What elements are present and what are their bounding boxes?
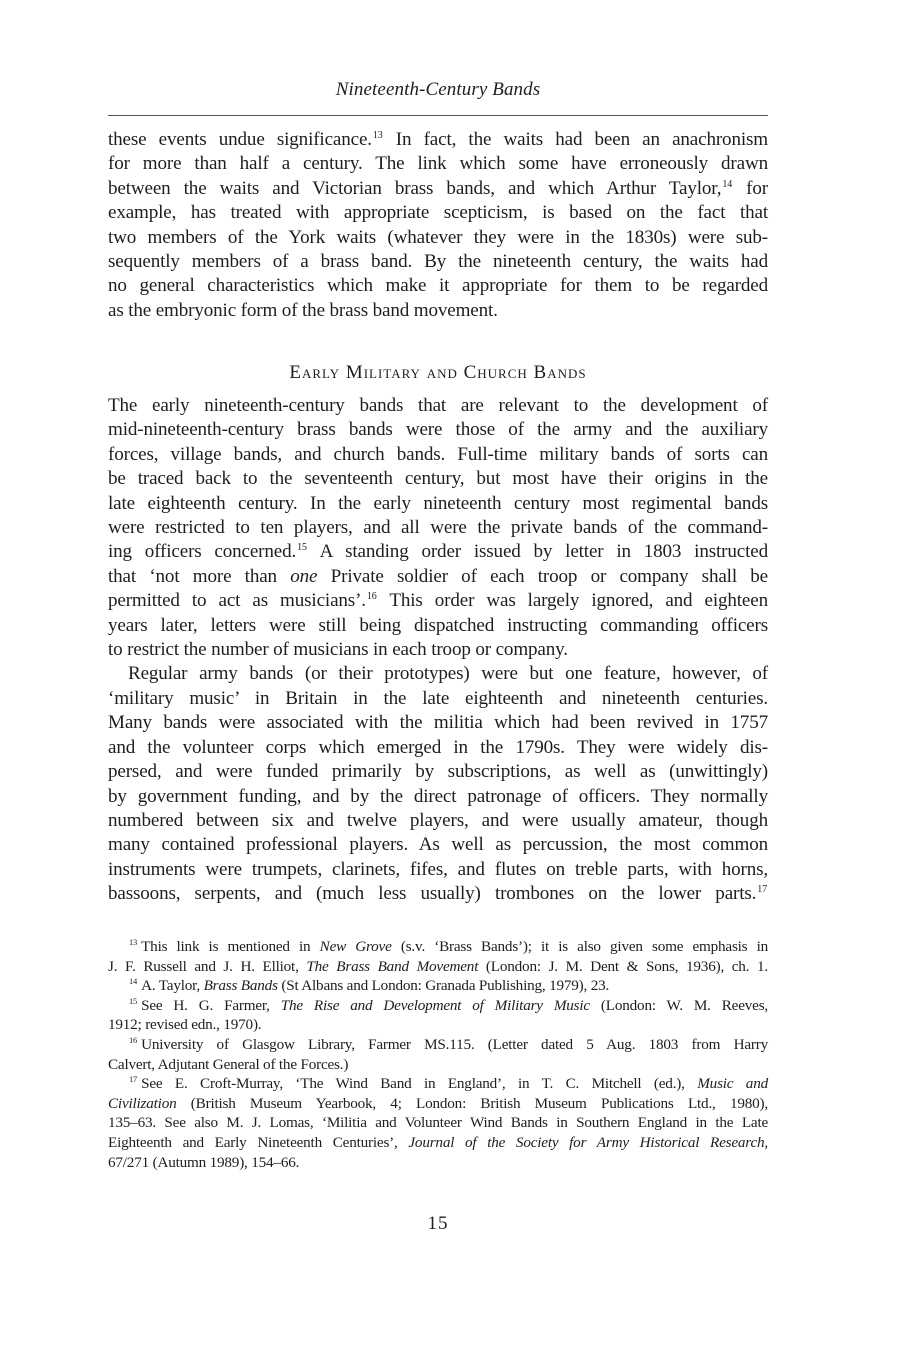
header-rule	[108, 115, 768, 116]
text-line: by government funding, and by the direct patronage of officers. They normally	[108, 785, 768, 807]
footnote-17: $^{17}$ See E. Croft-Murray, ‘The Wind Band in England’, in T. C. Mitchell (ed.), Music and	[129, 1074, 768, 1093]
body-paragraphs-2-3	[108, 394, 768, 907]
footnote-ref[interactable]: 14	[722, 178, 733, 190]
footnote-16: $^{16}$ University of Glasgow Library, Farmer MS.115. (Letter dated 5 Aug. 1803 from Harry	[129, 1034, 768, 1053]
footnote-13-cont: J. F. Russell and J. H. Elliot, The Brass Band Movement (London: J. M. Dent & Sons, 1936), ch. 1.	[108, 957, 768, 975]
footnote-ref[interactable]: 17	[757, 884, 767, 896]
text-line: The early nineteenth-century bands that are relevant to the development of	[108, 395, 768, 416]
footnote-ref[interactable]: 15	[297, 542, 307, 554]
section-heading: Early Military and Church Bands	[289, 362, 587, 383]
footnote-17-cont: Civilization (British Museum Yearbook, 4; London: British Museum Publications Ltd., 1980),	[108, 1094, 768, 1112]
footnote-number: 15	[129, 995, 138, 1006]
footnote-number: 17	[129, 1074, 138, 1085]
footnote-17-cont: Eighteenth and Early Nineteenth Centuries’, Journal of the Society for Army Historical Research,	[108, 1133, 768, 1151]
footnote-number: 16	[129, 1034, 138, 1045]
text-line: sequently members of a brass band. By the nineteenth century, the waits had	[108, 251, 768, 273]
text-line: were restricted to ten players, and all were the private bands of the command-	[108, 517, 768, 539]
text-line: forces, village bands, and church bands. Full-time military bands of sorts can	[108, 443, 768, 465]
footnote-15-cont: 1912; revised edn., 1970).	[108, 1016, 262, 1034]
footnote-15: $^{15}$ See H. G. Farmer, The Rise and Development of Military Music (London: W. M. Reeves,	[129, 995, 769, 1014]
text-line: be traced back to the seventeenth century, but most have their origins in the	[108, 468, 768, 490]
text-line: these events undue significance.$^{13}$ In fact, the waits had been an anachronism	[108, 129, 768, 150]
text-line: Regular army bands (or their prototypes) were but one feature, however, of	[128, 663, 768, 685]
text-line: two members of the York waits (whatever they were in the 1830s) were sub-	[108, 226, 768, 248]
text-line: ing officers concerned.$^{15}$ A standing order issued by letter in 1803 instructed	[108, 541, 768, 563]
footnote-number: 14	[129, 976, 138, 987]
footnote-17-cont: 135–63. See also M. J. Lomas, ‘Militia and Volunteer Wind Bands in Southern England in the Late	[108, 1114, 768, 1132]
text-line: between the waits and Victorian brass bands, and which Arthur Taylor,$^{14}$ for	[108, 177, 769, 199]
text-line: instruments were trumpets, clarinets, fifes, and flutes on treble parts, with horns,	[108, 858, 768, 880]
text-line: as the embryonic form of the brass band movement.	[108, 299, 498, 321]
footnote-17-cont: 67/271 (Autumn 1989), 154–66.	[108, 1153, 300, 1171]
emphasis: one	[290, 565, 318, 587]
text-line: numbered between six and twelve players, and were usually amateur, though	[108, 809, 768, 831]
text-line: for more than half a century. The link which some have erroneously drawn	[108, 153, 768, 175]
text-line: and the volunteer corps which emerged in the 1790s. They were widely dis-	[108, 736, 768, 758]
footnote-number: 13	[129, 937, 138, 947]
text-line: that ‘not more than one Private soldier of each troop or company shall be	[108, 565, 769, 587]
text-line: years later, letters were still being dispatched instructing commanding officers	[108, 614, 768, 636]
text-line: many contained professional players. As well as percussion, the most common	[108, 834, 768, 856]
body-paragraph-1	[108, 128, 768, 323]
footnote-16-cont: Calvert, Adjutant General of the Forces.)	[108, 1055, 349, 1073]
footnote-13: $^{13}$ This link is mentioned in New Grove (s.v. ‘Brass Bands’); it is also given some emphasis in	[129, 937, 769, 955]
footnotes	[108, 937, 768, 1172]
text-line: ‘military music’ in Britain in the late eighteenth and nineteenth centuries.	[108, 687, 768, 709]
text-line: late eighteenth century. In the early nineteenth century most regimental bands	[108, 492, 768, 514]
footnote-ref[interactable]: 16	[366, 591, 377, 603]
running-head: Nineteenth-Century Bands	[335, 79, 541, 100]
text-line: mid-nineteenth-century brass bands were those of the army and the auxiliary	[108, 419, 768, 441]
text-line: bassoons, serpents, and (much less usually) trombones on the lower parts.$^{17}$	[108, 883, 767, 905]
text-line: example, has treated with appropriate scepticism, is based on the fact that	[108, 202, 768, 224]
text-line: Many bands were associated with the militia which had been revived in 1757	[108, 712, 768, 734]
text-line: no general characteristics which make it appropriate for them to be regarded	[108, 275, 768, 297]
text-line: permitted to act as musicians’.$^{16}$ This order was largely ignored, and eighteen	[108, 590, 768, 612]
page-number: 15	[427, 1213, 449, 1234]
footnote-14: $^{14}$ A. Taylor, Brass Bands (St Albans and London: Granada Publishing, 1979), 23.	[129, 976, 610, 995]
footnote-ref[interactable]: 13	[372, 130, 383, 141]
text-line: persed, and were funded primarily by subscriptions, as well as (unwittingly)	[108, 761, 768, 783]
text-line: to restrict the number of musicians in each troop or company.	[108, 639, 568, 661]
